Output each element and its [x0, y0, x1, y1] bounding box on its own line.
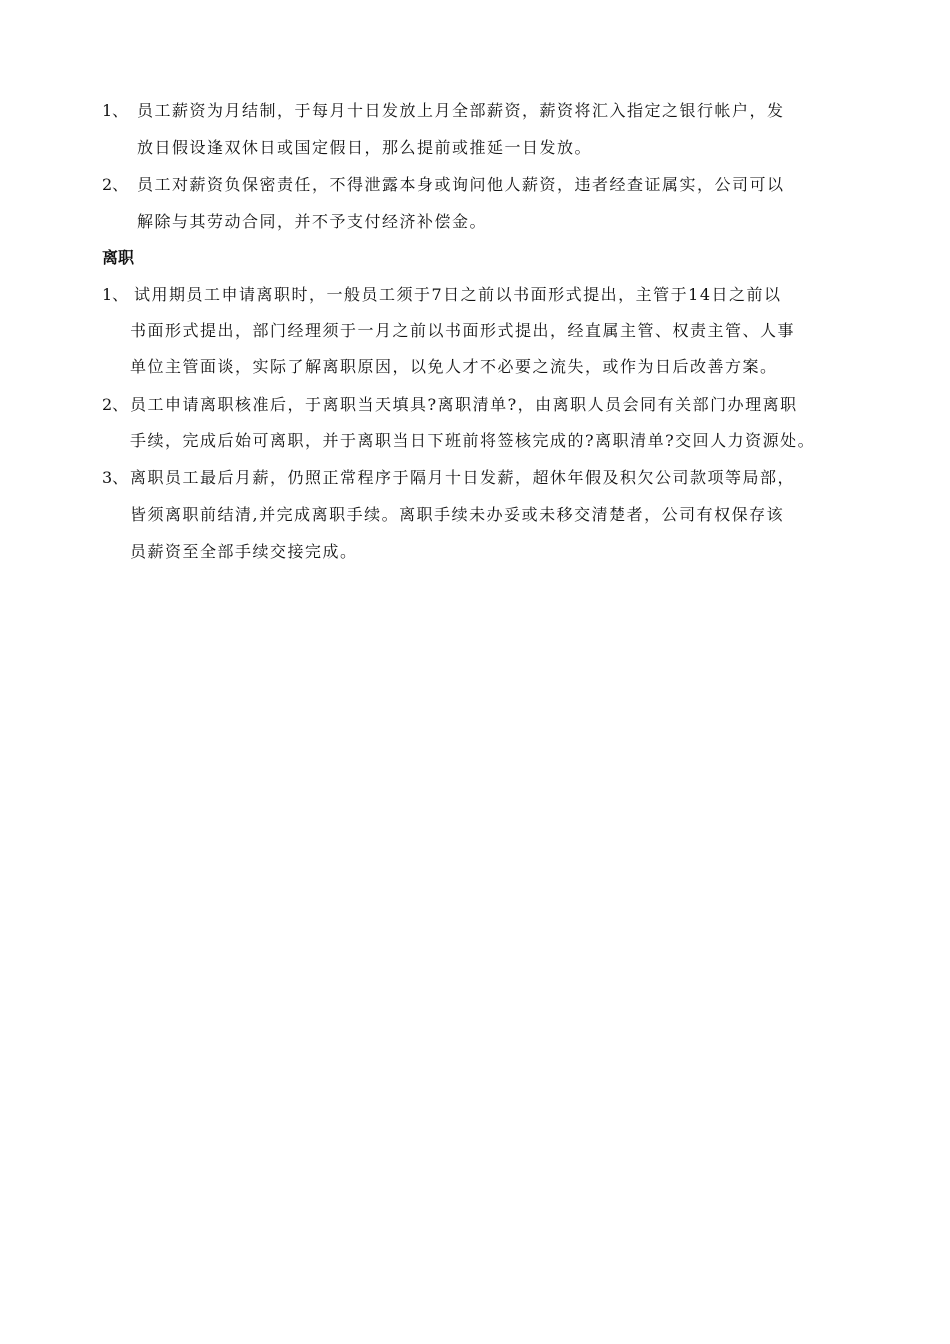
resign-item-2-number: 2、: [102, 395, 129, 414]
pay-item-2-number: 2、: [102, 175, 129, 194]
section-heading-resignation: 离职: [102, 248, 135, 267]
resign-item-1-line-2: 书面形式提出，部门经理须于一月之前以书面形式提出，经直属主管、权责主管、人事: [130, 321, 796, 340]
pay-item-1-number: 1、: [102, 101, 129, 120]
resign-item-1-line-1: 试用期员工申请离职时，一般员工须于7日之前以书面形式提出，主管于14日之前以: [134, 285, 782, 304]
pay-item-2-line-2: 解除与其劳动合同，并不予支付经济补偿金。: [137, 212, 488, 231]
resign-item-2-line-2: 手续，完成后始可离职，并于离职当日下班前将签核完成的?离职清单?交回人力资源处。: [130, 431, 816, 450]
pay-item-2-line-1: 员工对薪资负保密责任，不得泄露本身或询问他人薪资，违者经查证属实，公司可以: [137, 175, 785, 194]
pay-item-1-line-2: 放日假设逢双休日或国定假日，那么提前或推延一日发放。: [137, 138, 593, 157]
resign-item-1-number: 1、: [102, 285, 129, 304]
resign-item-3-number: 3、: [102, 468, 129, 487]
resign-item-1-line-3: 单位主管面谈，实际了解离职原因，以免人才不必要之流失，或作为日后改善方案。: [130, 357, 778, 376]
resign-item-3-line-3: 员薪资至全部手续交接完成。: [130, 542, 358, 561]
resign-item-2-line-1: 员工申请离职核准后，于离职当天填具?离职清单?，由离职人员会同有关部门办理离职: [130, 395, 798, 414]
pay-item-1-line-1: 员工薪资为月结制，于每月十日发放上月全部薪资，薪资将汇入指定之银行帐户，发: [137, 101, 785, 120]
resign-item-3-line-2: 皆须离职前结清,并完成离职手续。离职手续未办妥或未移交清楚者，公司有权保存该: [130, 505, 785, 524]
resign-item-3-line-1: 离职员工最后月薪，仍照正常程序于隔月十日发薪，超休年假及积欠公司款项等局部，: [130, 468, 796, 487]
